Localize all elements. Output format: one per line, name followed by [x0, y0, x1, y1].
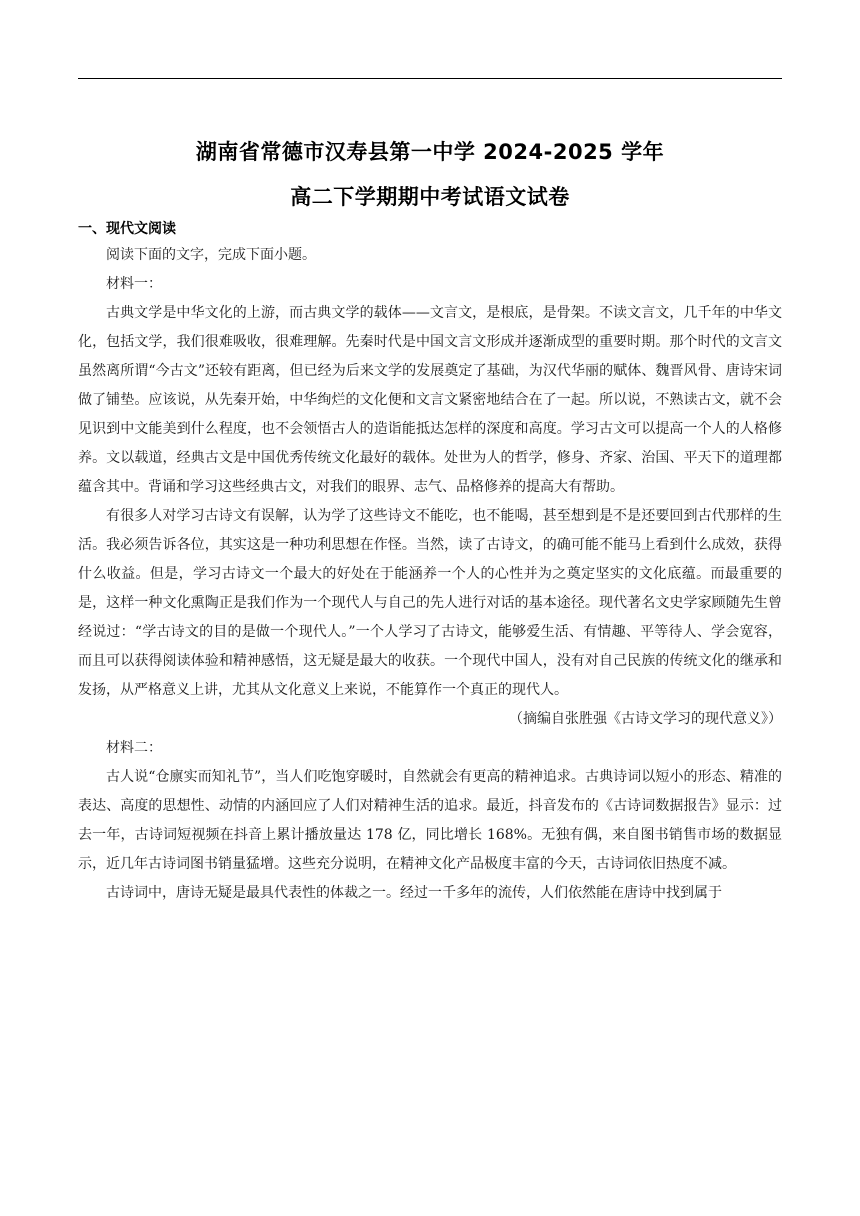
material1-paragraph-2: 有很多人对学习古诗文有误解，认为学了这些诗文不能吃，也不能喝，甚至想到是不是还要回到古代那样的生活。我必须告诉各位，其实这是一种功利思想在作怪。当然，读了古诗文，的确可能不能马上看到什么成效，获得什么收益。但是，学习古诗文一个最大的好处在于能涵养一个人的心性并为之奠定坚实的文化底蕴。而最重要的是，这样一种文化熏陶正是我们作为一个现代人与自己的先人进行对话的基本途径。现代著名文史学家顾随先生曾经说过：“学古诗文的目的是做一个现代人。”一个人学习了古诗文，能够爱生活、有情趣、平等待人、学会宽容，而且可以获得阅读体验和精神感悟，这无疑是最大的收获。一个现代中国人，没有对自己民族的传统文化的继承和发扬，从严格意义上讲，尤其从文化意义上来说，不能算作一个真正的现代人。 [78, 508, 782, 698]
material2-paragraph-1: 古人说“仓廪实而知礼节”，当人们吃饱穿暖时，自然就会有更高的精神追求。古典诗词以短小的形态、精准的表达、高度的思想性、动情的内涵回应了人们对精神生活的追求。最近，抖音发布的《古诗词数据报告》显示：过去一年，古诗词短视频在抖音上累计播放量达 178 亿，同比增长 168%。无独有偶，来自图书销售市场的数据显示，近几年古诗词图书销量猛增。这些充分说明，在精神文化产品极度丰富的今天，古诗词依旧热度不减。 [78, 769, 782, 872]
document-title-line-2: 高二下学期期中考试语文试卷 [290, 185, 570, 209]
header-rule [78, 78, 782, 79]
material2-label: 材料二： [106, 740, 162, 756]
document-title-line-1: 湖南省常德市汉寿县第一中学 2024-2025 学年 [195, 140, 665, 164]
document-body [78, 241, 782, 908]
material2-paragraph-2: 古诗词中，唐诗无疑是最具代表性的体裁之一。经过一千多年的流传，人们依然能在唐诗中找到属于 [106, 885, 722, 901]
material1-paragraph-1: 古典文学是中华文化的上游，而古典文学的载体——文言文，是根底，是骨架。不读文言文，几千年的中华文化，包括文学，我们很难吸收，很难理解。先秦时代是中国文言文形成并逐渐成型的重要时期。那个时代的文言文虽然离所谓“今古文”还较有距离，但已经为后来文学的发展奠定了基础，为汉代华丽的赋体、魏晋风骨、唐诗宋词做了铺垫。应该说，从先秦开始，中华绚烂的文化便和文言文紧密地结合在了一起。所以说，不熟读古文，就不会见识到中文能美到什么程度，也不会领悟古人的造诣能抵达怎样的深度和高度。学习古文可以提高一个人的人格修养。文以载道，经典古文是中国优秀传统文化最好的载体。处世为人的哲学，修身、齐家、治国、平天下的道理都蕴含其中。背诵和学习这些经典古文，对我们的眼界、志气、品格修养的提高大有帮助。 [78, 305, 782, 495]
material1-label: 材料一： [106, 276, 162, 292]
material1-source: （摘编自张胜强《古诗文学习的现代意义》） [509, 711, 782, 727]
instruction-text: 阅读下面的文字，完成下面小题。 [106, 247, 316, 263]
section-heading: 一、现代文阅读 [78, 221, 176, 237]
